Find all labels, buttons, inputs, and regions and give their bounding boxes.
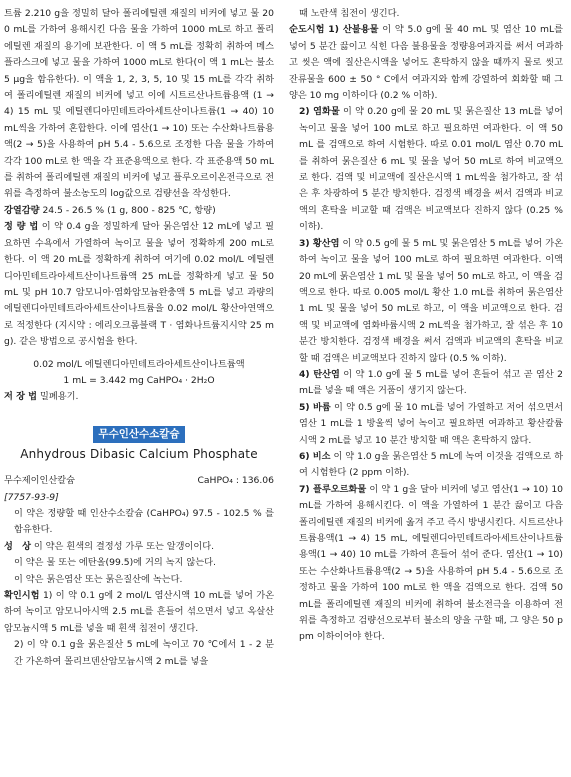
description-text-3: 이 약은 묽은염산 또는 묽은질산에 녹는다. <box>14 573 183 585</box>
right-column <box>289 6 563 646</box>
description-label: 성 상 <box>4 540 31 552</box>
left-column <box>4 6 274 670</box>
purity-test-7 <box>289 482 563 646</box>
fluoride-standard-paragraph: 트륨 2.210 g을 정밀히 달아 폴리에틸렌 재질의 비커에 넣고 물 200 mL를 가하여 용해시킨 다음 물을 가하여 1000 mL로 하고 폴리에틸렌 재질의 용기에 보관한다. 이 액 5 mL를 정확히 취하여 메스플라스크에 넣고 물을 가하여 1000 mL로 한다(이 액 1 mL는 불소 5 μg을 함유한다). 이 액을 1, 2, 3, 5, 10 및 15 mL를 각각 취하여 폴리에틸렌 재질의 비커에 넣고 이에 시트르산나트륨용액 (1 → 4) 15 mL 및 에틸렌디아민테트라아세트산이나트륨(1 → 40) 10 mL씩을 가하여 혼합한다. 이에 염산(1 → 10) 또는 수산화나트륨용액(2 → 5)을 사용하여 pH 5.4 - 5.6으로 조정한 다음 물을 가하여 각각 100 mL로 한 액을 각 표준용액으로 한다. 각 표준용액 50 mL를 취하여 폴리에틸렌 재질의 비커에 넣고 플루오르이온전극으로 전위를 측정하여 불소농도의 log값으로 검량선을 작성한다. <box>4 8 274 200</box>
titration-equivalence <box>4 357 274 390</box>
purity-test-6 <box>289 449 563 482</box>
assay-text: 이 약 0.4 g을 정밀하게 달아 묽은염산 12 mL에 넣고 필요하면 수욕에서 가열하여 녹이고 물을 넣어 정확하게 200 mL로 한다. 이 액 20 mL를 정확하게 취하여 여기에 0.02 mol/L 에틸렌디아민테트라아세트산이나트륨액 25 mL를 정확하게 넣고 물 50 mL 및 pH 10.7 암모니아·염화암모늄완충액 5 mL를 넣고 과량의 에틸렌디아민테트라아세트산이나트륨을 0.02 mol/L 황산아연액으로 적정한다 (지시약 : 에리오크롬블랙 T · 염화나트륨지시약 25 mg). 같은 방법으로 공시험을 한다. <box>4 221 274 348</box>
acid-insoluble-label: 1) 산불용물 <box>328 24 379 36</box>
title-english: Anhydrous Dibasic Calcium Phosphate <box>20 447 258 462</box>
identification-text-1: 1) 이 약 0.1 g에 2 mol/L 염산시액 10 mL를 넣어 가온하여 녹이고 암모니아시액 2.5 mL를 흔들어 섞으면서 넣고 옥살산암모늄시액 5 mL를 넣을 때 흰색 침전이 생긴다. <box>4 590 274 634</box>
name-formula-row <box>4 473 274 489</box>
continuation-text: 때 노란색 침전이 생긴다. <box>299 8 400 19</box>
fluoride-text: 이 약 1 g을 달아 비커에 넣고 염산(1 → 10) 10 mL를 가하여 용해시킨다. 이 액을 가열하여 1 분간 끓이고 다음 폴리에틸렌 재질의 비커에 옮겨 주고 즉시 방냉시킨다. 시트르산나트륨용액(1 → 4) 15 mL, 에틸렌디아민테트라아세트산이나트륨용액(1 → 40) 10 mL를 가하여 흔들어 섞어 준다. 염산(1 → 10) 또는 수산화나트륨용액(2 → 5)을 사용하여 pH 5.4 - 5.6으로 조정하고 물을 가하여 100 mL로 한 액을 검액으로 한다. 검액 50 mL를 폴리에틸렌 재질의 비커에 취하여 불소전극을 이용하여 전위를 측정하고 검량선으로부터 불소의 양을 구할 때, 그 양은 50 ppm 이하이어야 한다. <box>299 483 564 643</box>
arsenic-label: 6) 비소 <box>299 450 331 462</box>
arsenic-text: 이 약 1.0 g을 묽은염산 5 mL에 녹여 이것을 검액으로 하여 시험한다 (2 ppm 이하). <box>299 450 563 479</box>
cas-number: [7757-93-9] <box>4 491 59 503</box>
chloride-text: 이 약 0.20 g에 물 20 mL 및 묽은질산 13 mL를 넣어 녹이고 물을 넣어 100 mL로 하고 필요하면 여과한다. 이 액 50 mL 를 검액으로 하여 시험한다. 따로 0.01 mol/L 염산 0.70 mL를 취하여 묽은질산 6 mL 및 물을 넣어 50 mL로 하여 비교액으로 한다. 검액 및 비교액에 질산은시액 1 mL씩을 첨가하고, 잘 섞은 후 차광하여 5 분간 방치한다. 검정색 배경을 써서 검액과 비교액의 혼탁을 비교할 때 검액은 비교액보다 진하지 않다 (0.25 % 이하). <box>299 106 564 233</box>
loss-on-ignition-label: 강열감량 <box>4 204 40 216</box>
formula-line-2: 1 mL = 3.442 mg CaHPO₄ · 2H₂O <box>63 374 215 386</box>
identification-section <box>4 588 274 637</box>
purity-test-1 <box>289 22 563 104</box>
purity-test-2 <box>289 104 563 235</box>
barium-text: 이 약 0.5 g에 물 10 mL를 넣어 가열하고 저어 섞으면서 염산 1 mL를 1 방울씩 넣어 녹이고 필요하면 여과하고 황산칼륨시액 2 mL를 넣고 10 분간 방치할 때 액은 혼탁하지 않다. <box>299 401 563 446</box>
title-korean: 무수인산수소칼슘 <box>93 426 184 443</box>
sulfate-label: 3) 황산염 <box>299 237 340 249</box>
barium-label: 5) 바륨 <box>299 401 331 413</box>
assay-section <box>4 219 274 350</box>
storage-text: 밀폐용기. <box>39 391 79 403</box>
storage-section <box>4 389 274 405</box>
formula-line-1: 0.02 mol/L 에틸렌디아민테트라아세트산이나트륨액 <box>33 358 245 370</box>
purity-test-3 <box>289 236 563 367</box>
description-text-1: 이 약은 흰색의 결정성 가루 또는 알갱이이다. <box>33 540 215 552</box>
purity-test-5 <box>289 400 563 449</box>
content-statement: 이 약은 정량할 때 인산수소칼슘 (CaHPO₄) 97.5 - 102.5 % 를 함유한다. <box>14 507 274 536</box>
chloride-label: 2) 염화물 <box>299 106 340 118</box>
fluoride-label: 7) 플루오르화물 <box>299 483 367 495</box>
purity-label: 순도시험 <box>289 24 325 36</box>
acid-insoluble-text: 이 약 5.0 g에 물 40 mL 및 염산 10 mL를 넣어 5 분간 끓이고 식힌 다음 불용물을 정량용여과지를 써서 여과하고 씻은 액에 질산은시액을 넣어도 혼탁하지 않을 때까지 물로 씻고 잔류물을 600 ± 50 ° C에서 여과지와 함께 강열하여 회화할 때 그 양은 10 mg 이하이다 (0.2 % 이하). <box>289 24 563 102</box>
loss-on-ignition-text: 24.5 - 26.5 % (1 g, 800 - 825 ℃, 항량) <box>42 204 216 216</box>
description-text-2: 이 약은 물 또는 에탄올(99.5)에 거의 녹지 않는다. <box>14 557 216 569</box>
purity-test-4 <box>289 367 563 400</box>
loss-on-ignition <box>4 203 274 219</box>
identification-text-2: 2) 이 약 0.1 g을 묽은질산 5 mL에 녹이고 70 ℃에서 1 - 2 분간 가온하여 몰리브덴산암모늄시액 2 mL를 넣을 <box>14 639 274 667</box>
assay-label: 정 량 법 <box>4 221 39 233</box>
identification-label: 확인시험 <box>4 590 40 601</box>
storage-label: 저 장 법 <box>4 391 38 403</box>
monograph-title <box>4 426 274 463</box>
synonym-name: 무수제이인산칼슘 <box>4 475 76 487</box>
description-section <box>4 539 274 555</box>
carbonate-label: 4) 탄산염 <box>299 368 340 380</box>
carbonate-text: 이 약 1.0 g에 물 5 mL를 넣어 흔들어 섞고 곧 염산 2 mL를 넣을 때 액은 거품이 생기지 않는다. <box>299 368 564 397</box>
molecular-formula: CaHPO₄ : 136.06 <box>197 475 274 487</box>
sulfate-text: 이 약 0.5 g에 물 5 mL 및 묽은염산 5 mL를 넣어 가온하여 녹이고 물을 넣어 100 mL로 하여 필요하면 여과한다. 이액 20 mL에 묽은염산 1 mL 및 물을 넣어 50 mL로 하고, 이 액을 검액으로 한다. 따로 0.005 mol/L 황산 1.0 mL를 취하여 묽은염산 1 mL 및 물을 넣어 50 mL로 하고, 이 액을 비교액으로 한다. 검액 및 비교액에 염화바륨시액 2 mL씩을 첨가하고, 잘 섞은 후 10 분간 방치한다. 검정색 배경을 써서 검액과 비교액의 혼탁을 비교할 때 검액은 비교액보다 진하지 않다 (0.5 % 이하). <box>299 237 563 364</box>
